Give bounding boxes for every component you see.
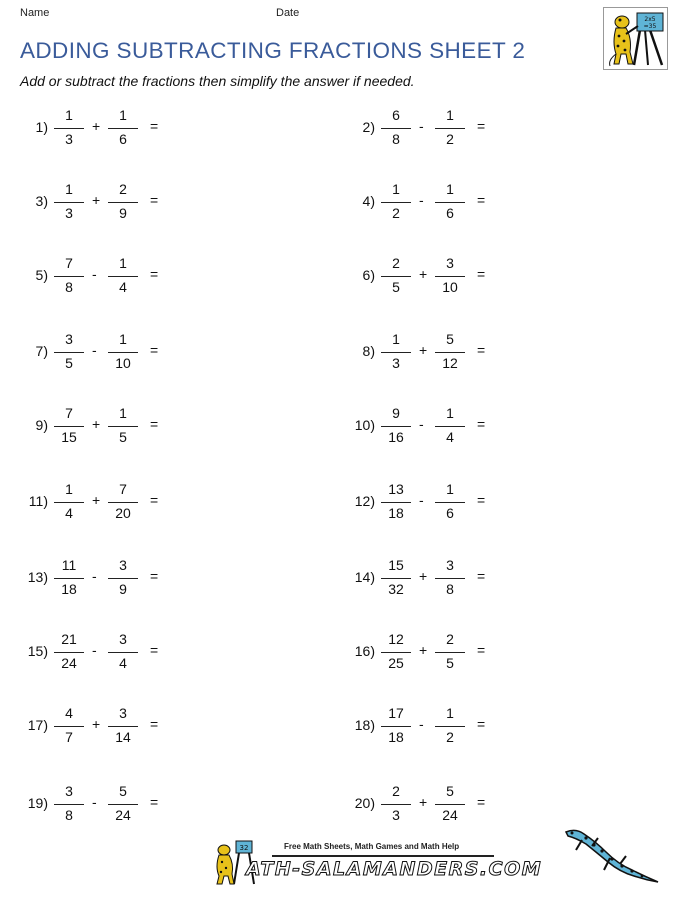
fraction-bar xyxy=(381,578,411,579)
first-fraction xyxy=(381,556,411,600)
denominator: 9 xyxy=(119,205,127,221)
first-fraction xyxy=(381,330,411,374)
numerator: 2 xyxy=(392,255,400,271)
problem-item xyxy=(0,180,682,224)
denominator: 3 xyxy=(65,131,73,147)
fraction-bar xyxy=(435,652,465,653)
denominator: 5 xyxy=(446,655,454,671)
numerator: 5 xyxy=(446,783,454,799)
problem-number: 8) xyxy=(362,343,375,359)
denominator: 5 xyxy=(392,279,400,295)
first-fraction xyxy=(381,480,411,524)
denominator: 4 xyxy=(119,655,127,671)
denominator: 2 xyxy=(392,205,400,221)
fraction-bar xyxy=(435,578,465,579)
denominator: 14 xyxy=(115,729,131,745)
problem-item xyxy=(0,782,682,826)
numerator: 6 xyxy=(392,107,400,123)
denominator: 6 xyxy=(446,205,454,221)
problem-number: 16) xyxy=(354,643,375,659)
numerator: 1 xyxy=(446,181,454,197)
denominator: 5 xyxy=(65,355,73,371)
equals-sign: = xyxy=(150,192,159,208)
denominator: 9 xyxy=(119,581,127,597)
equals-sign: = xyxy=(477,416,486,432)
denominator: 18 xyxy=(388,729,404,745)
operator: - xyxy=(419,416,424,432)
denominator: 5 xyxy=(119,429,127,445)
denominator: 16 xyxy=(388,429,404,445)
equals-sign: = xyxy=(477,794,486,810)
numerator: 3 xyxy=(65,331,73,347)
problem-number: 17) xyxy=(27,717,48,733)
page-title: ADDING SUBTRACTING FRACTIONS SHEET 2 xyxy=(20,38,526,63)
equals-sign: = xyxy=(477,118,486,134)
equals-sign: = xyxy=(150,642,159,658)
fraction-bar xyxy=(381,502,411,503)
fraction-bar xyxy=(381,804,411,805)
equals-sign: = xyxy=(150,794,159,810)
problem-number: 1) xyxy=(35,119,48,135)
operator: - xyxy=(92,342,97,358)
fraction-bar xyxy=(381,276,411,277)
problem-number: 4) xyxy=(362,193,375,209)
fraction-bar xyxy=(435,352,465,353)
problem-number: 9) xyxy=(35,417,48,433)
equals-sign: = xyxy=(150,568,159,584)
numerator: 12 xyxy=(388,631,404,647)
denominator: 2 xyxy=(446,131,454,147)
operator: - xyxy=(92,642,97,658)
fraction-bar xyxy=(435,276,465,277)
salamander-teacher-logo-icon xyxy=(603,7,668,70)
date-label: Date xyxy=(276,7,300,19)
equals-sign: = xyxy=(150,716,159,732)
problem-item xyxy=(0,480,682,524)
problem-number: 10) xyxy=(354,417,375,433)
numerator: 2 xyxy=(392,783,400,799)
operator: + xyxy=(419,342,428,358)
numerator: 7 xyxy=(65,255,73,271)
operator: + xyxy=(92,192,101,208)
problem-number: 12) xyxy=(354,493,375,509)
denominator: 8 xyxy=(65,807,73,823)
fraction-bar xyxy=(435,128,465,129)
operator: + xyxy=(419,794,428,810)
equals-sign: = xyxy=(477,716,486,732)
fraction-bar xyxy=(435,426,465,427)
numerator: 11 xyxy=(61,557,77,573)
problem-number: 19) xyxy=(27,795,48,811)
problem-item xyxy=(0,330,682,374)
numerator: 5 xyxy=(119,783,127,799)
operator: + xyxy=(92,416,101,432)
denominator: 6 xyxy=(119,131,127,147)
operator: - xyxy=(419,716,424,732)
equals-sign: = xyxy=(477,266,486,282)
denominator: 8 xyxy=(392,131,400,147)
second-fraction xyxy=(435,404,465,448)
denominator: 3 xyxy=(392,807,400,823)
problem-number: 3) xyxy=(35,193,48,209)
first-fraction xyxy=(381,180,411,224)
equals-sign: = xyxy=(150,416,159,432)
logo-board-line2: =35 xyxy=(643,23,657,30)
numerator: 17 xyxy=(388,705,404,721)
operator: + xyxy=(92,492,101,508)
numerator: 1 xyxy=(446,405,454,421)
numerator: 1 xyxy=(119,107,127,123)
numerator: 15 xyxy=(388,557,404,573)
numerator: 13 xyxy=(388,481,404,497)
operator: + xyxy=(419,266,428,282)
problem-number: 11) xyxy=(28,493,48,509)
denominator: 4 xyxy=(446,429,454,445)
instructions: Add or subtract the fractions then simplify the answer if needed. xyxy=(20,73,415,89)
denominator: 2 xyxy=(446,729,454,745)
numerator: 7 xyxy=(119,481,127,497)
numerator: 1 xyxy=(65,107,73,123)
denominator: 8 xyxy=(65,279,73,295)
problem-number: 15) xyxy=(27,643,48,659)
numerator: 5 xyxy=(446,331,454,347)
equals-sign: = xyxy=(477,192,486,208)
equals-sign: = xyxy=(150,266,159,282)
operator: + xyxy=(419,642,428,658)
operator: - xyxy=(92,568,97,584)
name-label: Name xyxy=(20,7,50,19)
denominator: 24 xyxy=(61,655,77,671)
denominator: 3 xyxy=(65,205,73,221)
denominator: 8 xyxy=(446,581,454,597)
fraction-bar xyxy=(435,202,465,203)
second-fraction xyxy=(435,704,465,748)
fraction-bar xyxy=(435,726,465,727)
mascot-board-text: 32 xyxy=(239,844,249,852)
second-fraction xyxy=(435,630,465,674)
denominator: 25 xyxy=(388,655,404,671)
numerator: 3 xyxy=(119,705,127,721)
problem-item xyxy=(0,556,682,600)
fraction-bar xyxy=(435,502,465,503)
numerator: 3 xyxy=(446,255,454,271)
numerator: 1 xyxy=(119,331,127,347)
footer-brand: ATH-SALAMANDERS.COM xyxy=(246,858,543,880)
first-fraction xyxy=(381,404,411,448)
numerator: 1 xyxy=(392,331,400,347)
fraction-bar xyxy=(381,726,411,727)
first-fraction xyxy=(381,782,411,826)
numerator: 2 xyxy=(446,631,454,647)
denominator: 4 xyxy=(65,505,73,521)
operator: + xyxy=(419,568,428,584)
problem-number: 5) xyxy=(35,267,48,283)
denominator: 20 xyxy=(115,505,131,521)
denominator: 6 xyxy=(446,505,454,521)
problem-number: 7) xyxy=(35,343,48,359)
second-fraction xyxy=(435,106,465,150)
denominator: 18 xyxy=(388,505,404,521)
fraction-bar xyxy=(381,352,411,353)
problem-number: 14) xyxy=(354,569,375,585)
operator: + xyxy=(92,716,101,732)
equals-sign: = xyxy=(477,568,486,584)
equals-sign: = xyxy=(477,492,486,508)
numerator: 3 xyxy=(119,631,127,647)
denominator: 7 xyxy=(65,729,73,745)
problem-number: 18) xyxy=(354,717,375,733)
problem-number: 20) xyxy=(354,795,375,811)
numerator: 1 xyxy=(119,405,127,421)
problem-item xyxy=(0,630,682,674)
operator: - xyxy=(92,266,97,282)
footer-tagline: Free Math Sheets, Math Games and Math Help xyxy=(284,842,460,851)
operator: - xyxy=(419,118,424,134)
denominator: 18 xyxy=(61,581,77,597)
numerator: 1 xyxy=(65,181,73,197)
logo-board-line1: 2x5 xyxy=(644,16,656,23)
equals-sign: = xyxy=(477,342,486,358)
denominator: 32 xyxy=(388,581,404,597)
numerator: 1 xyxy=(446,107,454,123)
numerator: 3 xyxy=(119,557,127,573)
numerator: 1 xyxy=(392,181,400,197)
first-fraction xyxy=(381,254,411,298)
numerator: 21 xyxy=(61,631,77,647)
fraction-bar xyxy=(381,652,411,653)
numerator: 1 xyxy=(446,481,454,497)
second-fraction xyxy=(435,330,465,374)
operator: - xyxy=(419,492,424,508)
operator: - xyxy=(92,794,97,810)
fraction-bar xyxy=(381,202,411,203)
problem-number: 2) xyxy=(362,119,375,135)
problem-item xyxy=(0,704,682,748)
second-fraction xyxy=(435,254,465,298)
denominator: 4 xyxy=(119,279,127,295)
operator: + xyxy=(92,118,101,134)
denominator: 10 xyxy=(442,279,458,295)
problem-item xyxy=(0,254,682,298)
fraction-bar xyxy=(381,426,411,427)
numerator: 4 xyxy=(65,705,73,721)
numerator: 1 xyxy=(119,255,127,271)
numerator: 3 xyxy=(446,557,454,573)
problem-item xyxy=(0,106,682,150)
denominator: 24 xyxy=(442,807,458,823)
denominator: 15 xyxy=(61,429,77,445)
first-fraction xyxy=(381,106,411,150)
second-fraction xyxy=(435,180,465,224)
footer-divider xyxy=(272,855,494,857)
numerator: 2 xyxy=(119,181,127,197)
numerator: 1 xyxy=(65,481,73,497)
numerator: 9 xyxy=(392,405,400,421)
problem-item xyxy=(0,404,682,448)
second-fraction xyxy=(435,782,465,826)
blue-salamander-icon xyxy=(562,826,662,888)
problem-number: 13) xyxy=(27,569,48,585)
numerator: 3 xyxy=(65,783,73,799)
fraction-bar xyxy=(435,804,465,805)
denominator: 10 xyxy=(115,355,131,371)
denominator: 3 xyxy=(392,355,400,371)
second-fraction xyxy=(435,556,465,600)
equals-sign: = xyxy=(150,492,159,508)
equals-sign: = xyxy=(150,342,159,358)
numerator: 7 xyxy=(65,405,73,421)
equals-sign: = xyxy=(150,118,159,134)
first-fraction xyxy=(381,704,411,748)
numerator: 1 xyxy=(446,705,454,721)
fraction-bar xyxy=(381,128,411,129)
denominator: 12 xyxy=(442,355,458,371)
first-fraction xyxy=(381,630,411,674)
problem-number: 6) xyxy=(362,267,375,283)
second-fraction xyxy=(435,480,465,524)
denominator: 24 xyxy=(115,807,131,823)
operator: - xyxy=(419,192,424,208)
equals-sign: = xyxy=(477,642,486,658)
